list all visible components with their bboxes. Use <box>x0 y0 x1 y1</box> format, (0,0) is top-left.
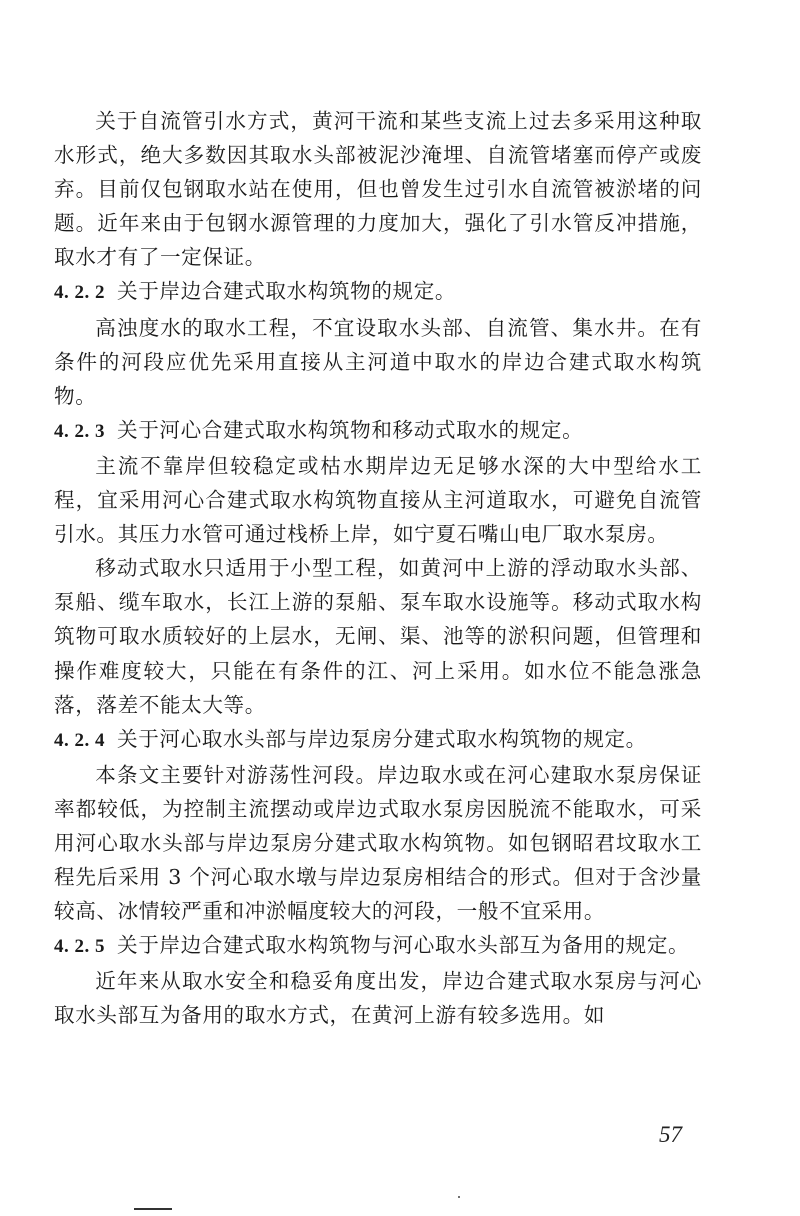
page-number: 57 <box>659 1122 682 1147</box>
clause-heading-4-2-2 <box>54 274 702 310</box>
paragraph-high-turbidity: 高浊度水的取水工程，不宜设取水头部、自流管、集水井。在有条件的河段应优先采用直接从主河道中取水的岸边合建式取水构筑物。 <box>54 315 702 408</box>
paragraph-wandering-river: 本条文主要针对游荡性河段。岸边取水或在河心建取水泵房保证率都较低，为控制主流摆动或岸边式取水泵房因脱流不能取水，可采用河心取水头部与岸边泵房分建式取水构筑物。如包钢昭君坟取水工程先后采用 3 个河心取水墩与岸边泵房相结合的形式。但对于含沙量较高、冰情较严重和冲淤幅度较大的河段，一般不宜采用。 <box>54 762 702 924</box>
clause-title: 关于河心合建式取水构筑物和移动式取水的规定。 <box>117 417 584 442</box>
paragraph-mutual-backup: 近年来从取水安全和稳妥角度出发，岸边合建式取水泵房与河心取水头部互为备用的取水方式，在黄河上游有较多选用。如 <box>54 969 702 1028</box>
clause-number: 4. 2. 3 <box>54 420 105 442</box>
clause-number: 4. 2. 2 <box>54 282 105 304</box>
clause-heading-4-2-4 <box>54 722 702 758</box>
scan-speck <box>458 1196 460 1198</box>
clause-heading-4-2-5 <box>54 928 702 964</box>
body-text <box>54 104 702 1033</box>
clause-title: 关于河心取水头部与岸边泵房分建式取水构筑物的规定。 <box>117 726 647 751</box>
clause-heading-4-2-3 <box>54 413 702 449</box>
bottom-edge-mark <box>134 1208 172 1216</box>
paragraph-intake-pipe-method: 关于自流管引水方式，黄河干流和某些支流上过去多采用这种取水形式，绝大多数因其取水头部被泥沙淹埋、自流管堵塞而停产或废弃。目前仅包钢取水站在使用，但也曾发生过引水自流管被淤堵的问题。近年来由于包钢水源管理的力度加大，强化了引水管反冲措施，取水才有了一定保证。 <box>54 109 702 270</box>
paragraph-mobile-intake: 移动式取水只适用于小型工程，如黄河中上游的浮动取水头部、泵船、缆车取水，长江上游的泵船、泵车取水设施等。移动式取水构筑物可取水质较好的上层水，无闸、渠、池等的淤积问题，但管理和操作难度较大，只能在有条件的江、河上采用。如水位不能急涨急落，落差不能太大等。 <box>54 556 702 717</box>
paragraph-river-center-intake: 主流不靠岸但较稳定或枯水期岸边无足够水深的大中型给水工程，宜采用河心合建式取水构筑物直接从主河道取水，可避免自流管引水。其压力水管可通过栈桥上岸，如宁夏石嘴山电厂取水泵房。 <box>54 453 702 547</box>
clause-number: 4. 2. 4 <box>54 729 105 751</box>
clause-title: 关于岸边合建式取水构筑物与河心取水头部互为备用的规定。 <box>117 933 690 958</box>
clause-number: 4. 2. 5 <box>54 936 105 958</box>
clause-title: 关于岸边合建式取水构筑物的规定。 <box>117 279 457 304</box>
